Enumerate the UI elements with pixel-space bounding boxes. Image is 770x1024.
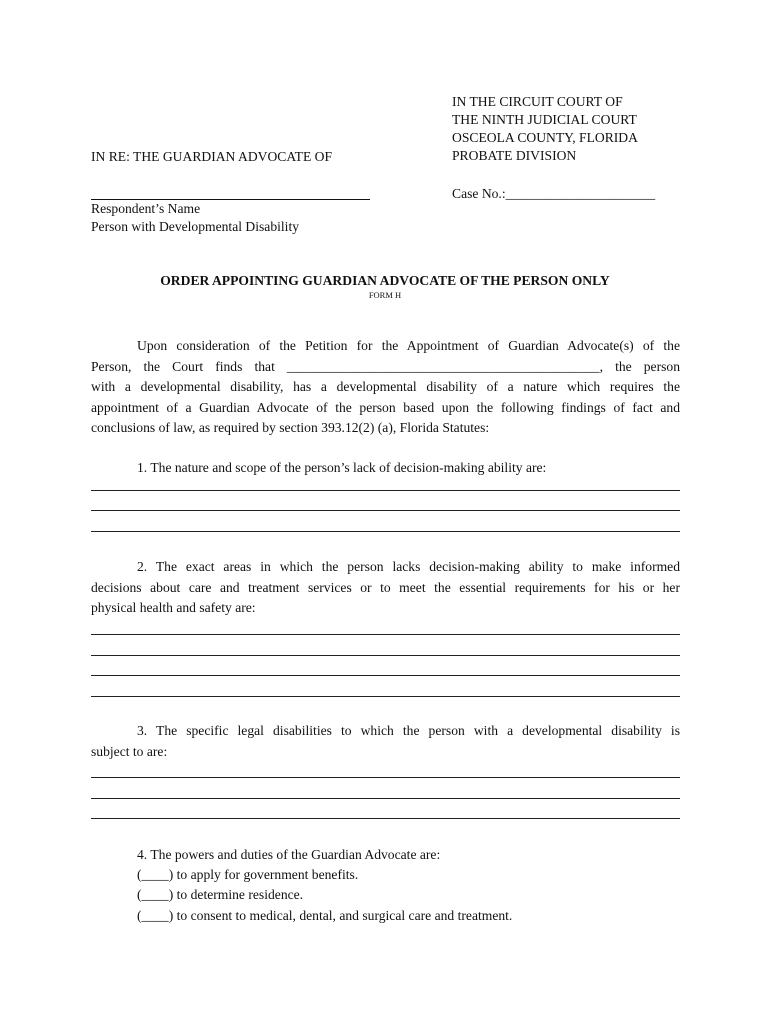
court-line: IN THE CIRCUIT COURT OF xyxy=(452,94,623,109)
respondent-name-label: Respondent’s Name xyxy=(91,201,201,216)
answer-line[interactable] xyxy=(91,634,680,635)
intro-paragraph xyxy=(91,336,680,439)
answer-line[interactable] xyxy=(91,696,680,697)
order-title: ORDER APPOINTING GUARDIAN ADVOCATE OF THE PERSON ONLY xyxy=(160,273,610,288)
power-option[interactable]: (____) to determine residence. xyxy=(137,887,304,902)
answer-line[interactable] xyxy=(91,675,680,676)
answer-line[interactable] xyxy=(91,798,680,799)
court-caption xyxy=(452,93,638,165)
form-label: FORM H xyxy=(368,290,402,300)
finding-2 xyxy=(91,557,680,619)
court-line: THE NINTH JUDICIAL COURT xyxy=(452,112,637,127)
finding-3-line: subject to are: xyxy=(91,743,168,759)
case-number-field[interactable]: Case No.:______________________ xyxy=(452,186,656,201)
intro-line: appointment of a Guardian Advocate of the person based upon the following findings of fact and xyxy=(91,399,680,415)
finding-3-line: 3. The specific legal disabilities to which the person with a developmental disability is xyxy=(137,723,680,738)
intro-line: conclusions of law, as required by section 393.12(2) (a), Florida Statutes: xyxy=(91,420,490,435)
answer-line[interactable] xyxy=(91,531,680,532)
finding-4-heading: 4. The powers and duties of the Guardian Advocate are: xyxy=(137,847,441,862)
finding-2-line: physical health and safety are: xyxy=(91,600,256,615)
power-option[interactable]: (____) to apply for government benefits. xyxy=(137,867,359,882)
answer-line[interactable] xyxy=(91,777,680,778)
answer-line[interactable] xyxy=(91,490,680,491)
finding-1 xyxy=(91,458,680,479)
intro-line: Upon consideration of the Petition for the Appointment of Guardian Advocate(s) of the xyxy=(137,338,680,353)
court-line: PROBATE DIVISION xyxy=(452,148,577,163)
finding-2-line: 2. The exact areas in which the person lacks decision-making ability to make informed xyxy=(137,559,680,574)
answer-line[interactable] xyxy=(91,818,680,819)
finding-1-text: 1. The nature and scope of the person’s lack of decision-making ability are: xyxy=(137,460,547,475)
respondent-block xyxy=(91,200,299,236)
power-option[interactable]: (____) to consent to medical, dental, and surgical care and treatment. xyxy=(137,908,513,923)
court-line: OSCEOLA COUNTY, FLORIDA xyxy=(452,130,638,145)
in-re-caption: IN RE: THE GUARDIAN ADVOCATE OF xyxy=(91,149,333,164)
intro-line: Person, the Court finds that ______________________________________________, the person xyxy=(91,358,680,374)
respondent-desc: Person with Developmental Disability xyxy=(91,219,300,234)
finding-2-line: decisions about care and treatment services or to meet the essential requirements for his or her xyxy=(91,579,680,595)
intro-line: with a developmental disability, has a developmental disability of a nature which requires the xyxy=(91,379,680,394)
answer-line[interactable] xyxy=(91,510,680,511)
answer-line[interactable] xyxy=(91,655,680,656)
finding-3 xyxy=(91,721,680,762)
